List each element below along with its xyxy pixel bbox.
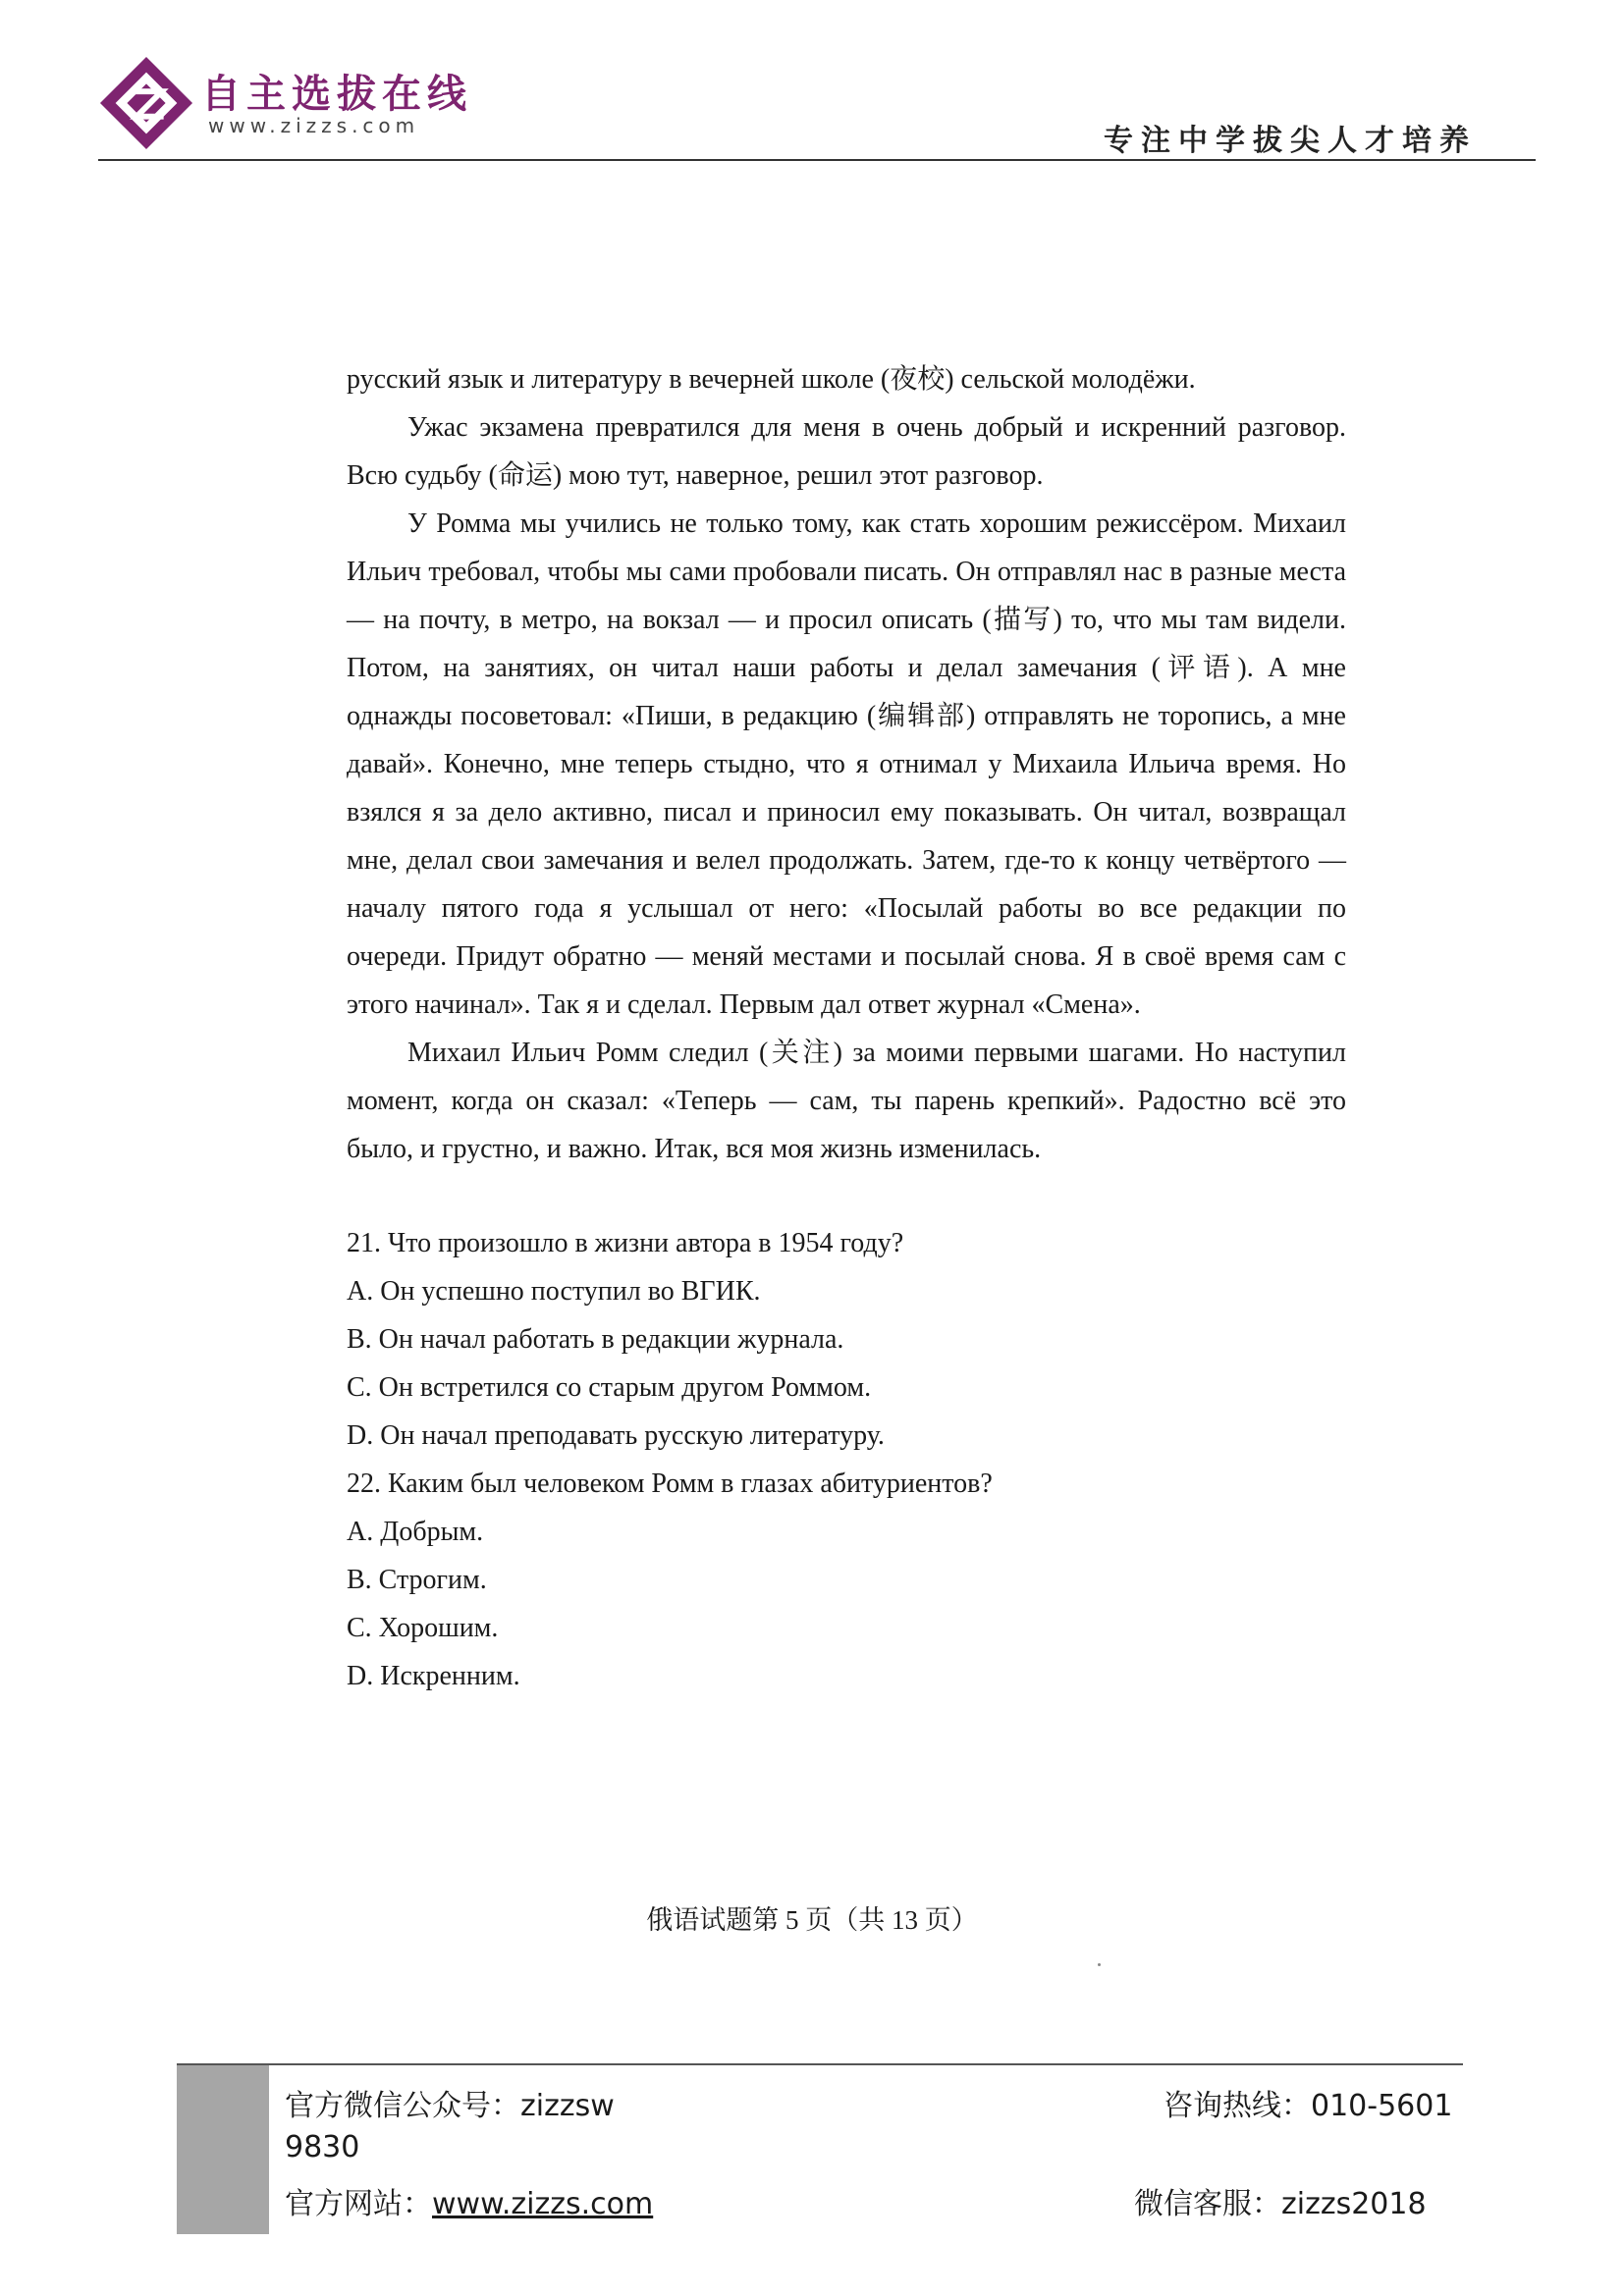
footer-website-label: 官方网站： (285, 2187, 432, 2221)
paragraph: Михаил Ильич Ромм следил (关注) за моими первыми шагами. Но наступил момент, когда он сказал: «Теперь — сам, ты парень крепкий». Радостно всё это было, и грустно, и важно. Итак, вся моя жизнь изменилась. (347, 1038, 1346, 1164)
option-22-a: A. Добрым. (347, 1517, 484, 1547)
scan-speck (1098, 1963, 1101, 1966)
option-21-b: B. Он начал работать в редакции журнала. (347, 1324, 844, 1355)
page-number: 俄语试题第 5 页（共 13 页） (646, 1905, 978, 1935)
question-list (347, 1219, 1346, 1700)
option-21-d: D. Он начал преподавать русскую литературу. (347, 1420, 885, 1451)
option-22-c: C. Хорошим. (347, 1613, 499, 1643)
reading-passage (347, 355, 1346, 1700)
question-21: 21. Что произошло в жизни автора в 1954 году? (347, 1228, 904, 1258)
footer-wechat-service: 微信客服：zizzs2018 (1134, 2187, 1427, 2221)
option-22-b: B. Строгим. (347, 1565, 487, 1595)
footer-website (285, 2179, 653, 2222)
footer-website-link[interactable]: www.zizzs.com (432, 2187, 654, 2221)
option-21-a: A. Он успешно поступил во ВГИК. (347, 1276, 761, 1307)
footer-hotline-continued: 9830 (285, 2130, 360, 2164)
brand-url: www.zizzs.com (208, 114, 420, 137)
paragraph: У Ромма мы учились не только тому, как стать хорошим режиссёром. Михаил Ильич требовал, чтобы мы сами пробовали писать. Он отправлял нас в разные места — на почту, в метро, на вокзал — и просил описать (描写) то, что мы там видели. Потом, на занятиях, он читал наши работы и делал замечания (评语). А мне однажды посоветовал: «Пиши, в редакцию (编辑部) отправлять не торопись, а мне давай». Конечно, мне теперь стыдно, что я отнимал у Михаила Ильича время. Но взялся я за дело активно, писал и приносил ему показывать. Он читал, возвращал мне, делал свои замечания и велел продолжать. Затем, где-то к концу четвёртого — началу пятого года я услышал от него: «Посылай работы во все редакции по очереди. Придут обратно — меняй местами и посылай снова. Я в своё время сам с этого начинал». Так я и сделал. Первым дал ответ журнал «Смена». (347, 508, 1346, 1020)
header-slogan: 专注中学拔尖人才培养 (1104, 124, 1477, 158)
footer-hotline: 咨询热线：010-5601 (1164, 2089, 1453, 2123)
page-header (0, 0, 1624, 167)
paragraph: русский язык и литературу в вечерней школе (夜校) сельской молодёжи. (347, 364, 1196, 395)
zizzs-logo-icon (98, 55, 194, 151)
footer-wechat-account: 官方微信公众号：zizzsw (285, 2089, 615, 2123)
footer-divider (177, 2063, 1463, 2065)
brand-name: 自主选拔在线 (201, 72, 472, 117)
header-divider (98, 159, 1536, 161)
footer-accent-bar (177, 2065, 269, 2234)
option-22-d: D. Искренним. (347, 1661, 520, 1691)
question-22: 22. Каким был человеком Ромм в глазах абитуриентов? (347, 1468, 993, 1499)
option-21-c: C. Он встретился со старым другом Роммом. (347, 1372, 872, 1403)
paragraph: Ужас экзамена превратился для меня в очень добрый и искренний разговор. Всю судьбу (命运) мою тут, наверное, решил этот разговор. (347, 412, 1346, 491)
